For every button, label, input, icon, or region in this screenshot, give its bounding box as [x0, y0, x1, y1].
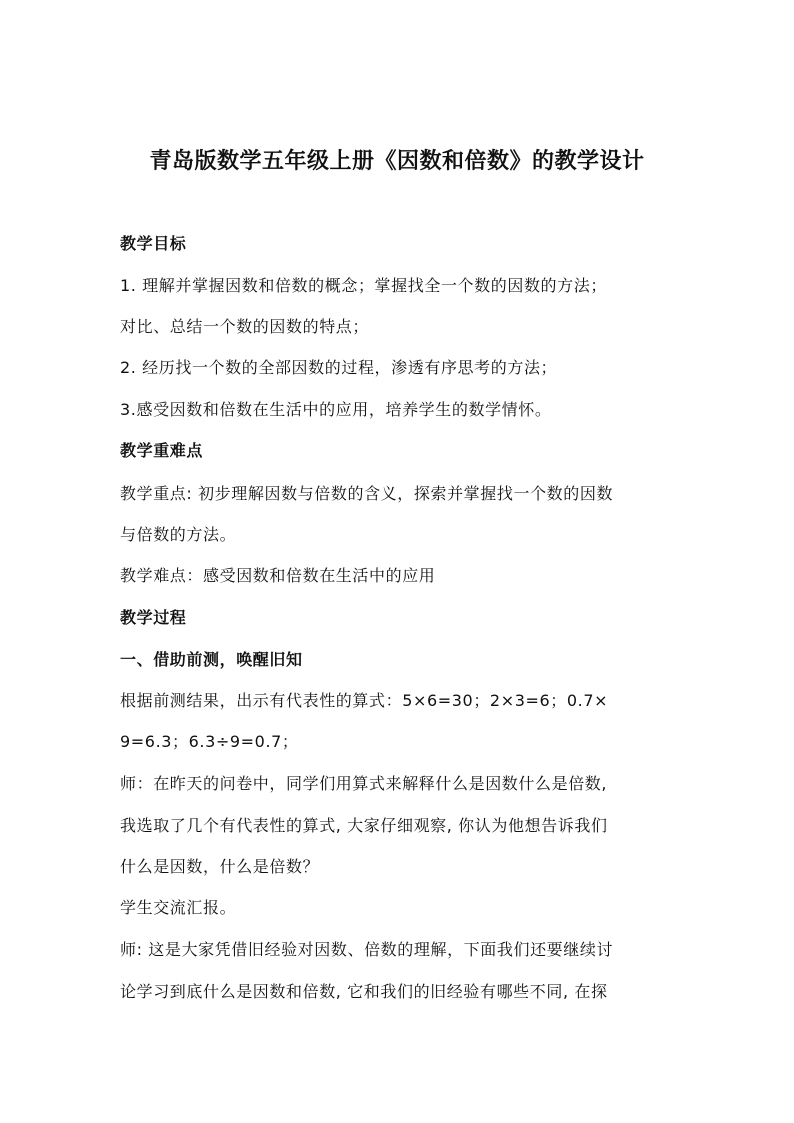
- paragraph-line: 2. 经历找一个数的全部因数的过程，渗透有序思考的方法；: [120, 358, 558, 377]
- paragraph-line: 根据前测结果，出示有代表性的算式：5×6=30；2×3=6；0.7×: [120, 691, 609, 710]
- paragraph-line: 9=6.3；6.3÷9=0.7；: [120, 732, 299, 751]
- section-heading-teaching-process: 教学过程: [120, 608, 187, 627]
- paragraph-line: 教学重点: 初步理解因数与倍数的含义，探索并掌握找一个数的因数: [120, 484, 614, 503]
- subsection-heading: 一、借助前测，唤醒旧知: [120, 650, 303, 669]
- paragraph-line: 师: 这是大家凭借旧经验对因数、倍数的理解，下面我们还要继续讨: [120, 940, 614, 959]
- section-heading-key-points: 教学重难点: [120, 441, 204, 460]
- paragraph-line: 对比、总结一个数的因数的特点；: [120, 317, 370, 336]
- paragraph-line: 3.感受因数和倍数在生活中的应用，培养学生的数学情怀。: [120, 400, 552, 419]
- paragraph-line: 教学难点：感受因数和倍数在生活中的应用: [120, 566, 436, 585]
- section-heading-teaching-goals: 教学目标: [120, 234, 187, 253]
- paragraph-line: 学生交流汇报。: [120, 898, 237, 917]
- paragraph-line: 1. 理解并掌握因数和倍数的概念；掌握找全一个数的因数的方法；: [120, 276, 607, 295]
- paragraph-line: 师：在昨天的问卷中，同学们用算式来解释什么是因数什么是倍数,: [120, 774, 608, 793]
- paragraph-line: 我选取了几个有代表性的算式, 大家仔细观察, 你认为他想告诉我们: [120, 816, 608, 835]
- paragraph-line: 与倍数的方法。: [120, 525, 237, 544]
- document-title: 青岛版数学五年级上册《因数和倍数》的教学设计: [149, 149, 645, 174]
- paragraph-line: 论学习到底什么是因数和倍数, 它和我们的旧经验有哪些不同, 在探: [120, 982, 608, 1001]
- paragraph-line: 什么是因数，什么是倍数？: [120, 857, 320, 876]
